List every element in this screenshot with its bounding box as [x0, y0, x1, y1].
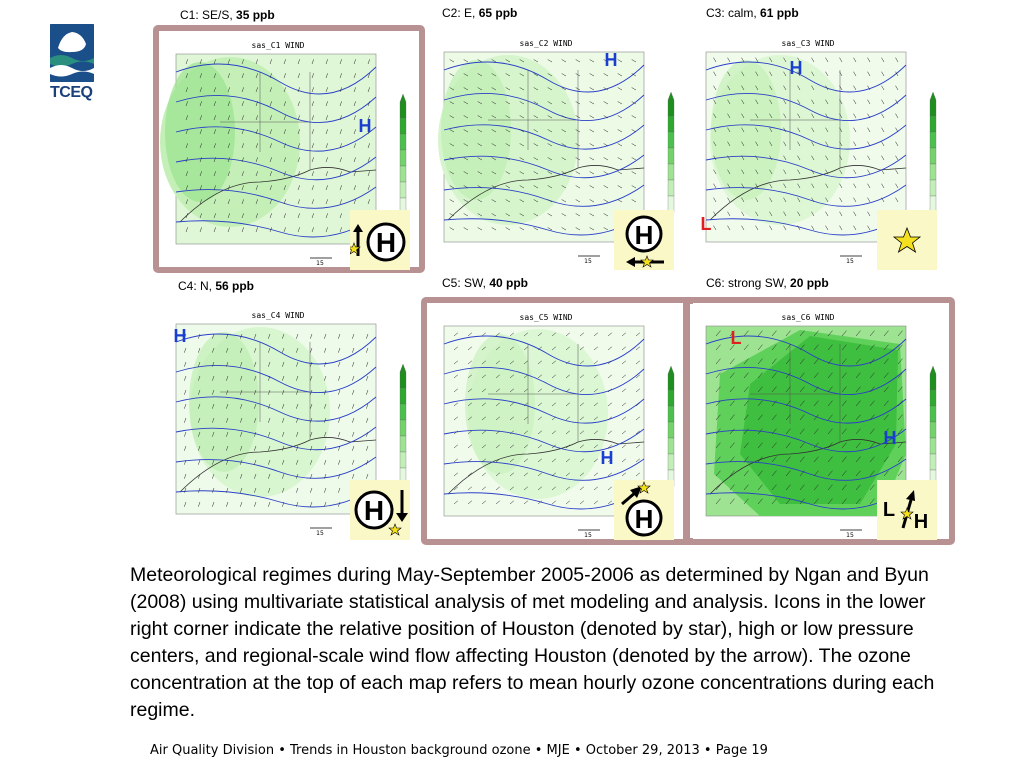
map-plot	[173, 324, 376, 514]
star-icon	[638, 482, 650, 493]
map-title: sas_C1 WIND	[251, 41, 305, 50]
map-title: sas_C4 WIND	[251, 311, 305, 320]
legend-color-bar	[400, 94, 406, 222]
high-pressure-label: H	[600, 448, 614, 468]
high-pressure-icon: H	[913, 511, 929, 533]
legend-color-bar	[400, 364, 406, 492]
high-pressure-label: H	[789, 58, 803, 78]
legend-color-bar	[668, 92, 674, 220]
map-plot	[160, 54, 376, 244]
star-icon	[389, 524, 401, 535]
map-title: sas_C6 WIND	[781, 313, 835, 322]
tceq-logo-text: TCEQ	[50, 84, 93, 101]
svg-text:H: H	[634, 220, 654, 250]
slide-footer: Air Quality Division • Trends in Houston background ozone • MJE • October 29, 2013 • Page 19	[150, 743, 768, 758]
regime-icon-c4	[350, 480, 410, 540]
svg-text:15: 15	[584, 258, 592, 264]
svg-text:15: 15	[584, 532, 592, 538]
map-plot	[706, 326, 906, 516]
svg-text:H: H	[363, 495, 385, 526]
regime-icon-c5	[614, 480, 674, 540]
map-title: sas_C3 WIND	[781, 39, 835, 48]
map-title: sas_C2 WIND	[519, 39, 573, 48]
legend-color-bar	[930, 366, 936, 494]
tceq-logo	[50, 24, 98, 104]
map-plot	[706, 52, 906, 242]
tceq-logo-emblem	[50, 24, 94, 82]
caption-c5: C5: SW, 40 ppb	[442, 276, 529, 290]
regime-icon-c2	[614, 210, 674, 270]
caption-c3: C3: calm, 61 ppb	[706, 6, 799, 20]
caption-c2: C2: E, 65 ppb	[442, 6, 518, 20]
description-text: Meteorological regimes during May-September 2005-2006 as determined by Ngan and Byun (2008) using multivariate statistical analysis of met modeling and analysis. Icons in the lower right corner indicate the relative position of Houston (denoted by star), high or low pressure centers, and regional-scale wind flow affecting Houston (denoted by the arrow). The ozone concentration at the top of each map refers to mean hourly ozone concentrations during each regime.	[130, 564, 935, 721]
low-pressure-label: L	[700, 214, 712, 234]
high-pressure-label: H	[358, 116, 372, 136]
star-icon	[894, 228, 920, 252]
high-pressure-label: H	[604, 50, 618, 70]
high-pressure-label: H	[883, 428, 897, 448]
caption-c4: C4: N, 56 ppb	[178, 279, 255, 293]
low-pressure-icon: L	[882, 499, 896, 521]
high-pressure-label: H	[173, 326, 187, 346]
svg-text:H: H	[634, 504, 654, 534]
map-title: sas_C5 WIND	[519, 313, 573, 322]
svg-text:H: H	[375, 227, 397, 258]
svg-text:15: 15	[316, 260, 324, 266]
regime-icon-c3	[877, 210, 937, 270]
caption-c1: C1: SE/S, 35 ppb	[180, 8, 275, 22]
low-pressure-label: L	[730, 328, 742, 348]
caption-c6: C6: strong SW, 20 ppb	[706, 276, 829, 290]
regime-icon-c6	[877, 480, 937, 540]
svg-text:15: 15	[316, 530, 324, 536]
svg-text:15: 15	[846, 532, 854, 538]
svg-text:15: 15	[846, 258, 854, 264]
star-icon	[641, 256, 653, 267]
legend-color-bar	[930, 92, 936, 220]
regime-icon-c1	[350, 210, 410, 270]
legend-color-bar	[668, 366, 674, 494]
